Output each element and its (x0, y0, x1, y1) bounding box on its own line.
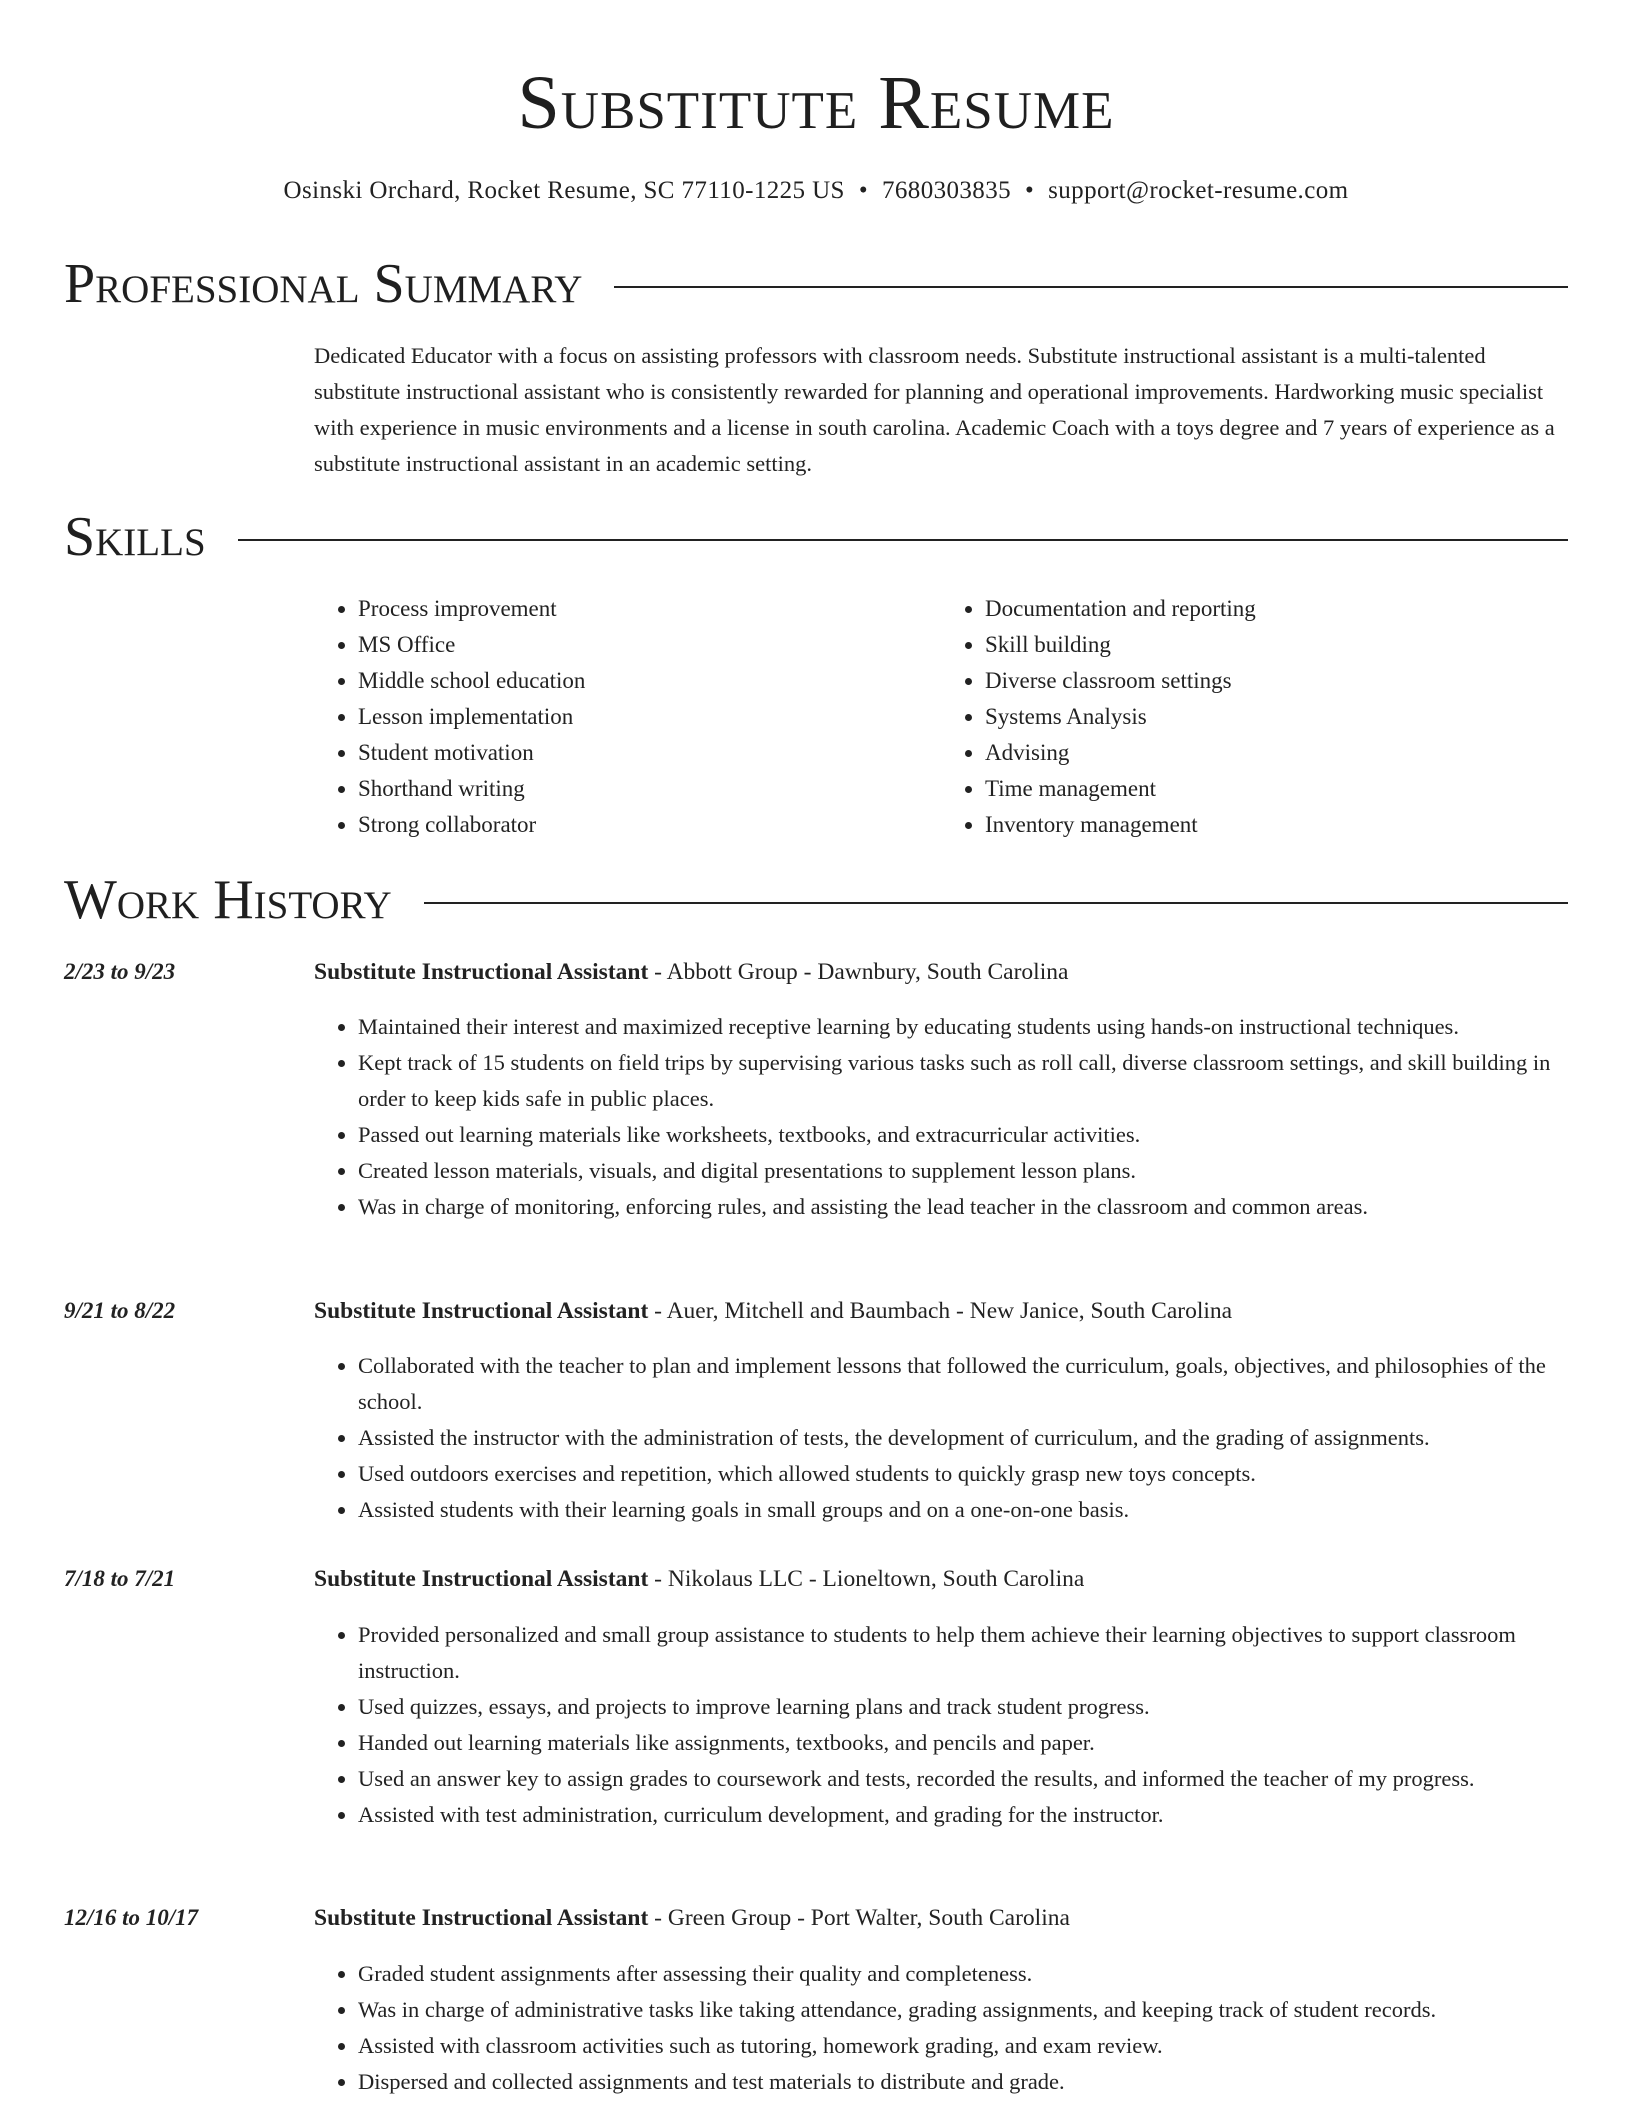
skill-item: • Lesson implementation (358, 699, 941, 735)
job-bullet: • Maintained their interest and maximized receptive learning by educating students using hands-on instructional techniques. (358, 1009, 1568, 1045)
job-bullet: • Assisted with test administration, curriculum development, and grading for the instructor. (358, 1797, 1568, 1833)
job-bullets (314, 1009, 1568, 1225)
skill-item: • Diverse classroom settings (985, 663, 1568, 699)
contact-email: support@rocket-resume.com (1048, 177, 1349, 204)
contact-separator: • (858, 177, 868, 204)
section-divider (424, 902, 1568, 904)
job-title: Substitute Instructional Assistant (314, 959, 649, 985)
skill-item: • Student motivation (358, 735, 941, 771)
job-dates: 2/23 to 9/23 (64, 959, 176, 984)
job-title: Substitute Instructional Assistant (314, 1566, 649, 1592)
skill-item: • Process improvement (358, 591, 941, 627)
job-bullet: • Used quizzes, essays, and projects to improve learning plans and track student progress. (358, 1689, 1568, 1725)
job-employer: - Nikolaus LLC - Lioneltown, South Carolina (648, 1566, 1085, 1592)
job-bullet: • Passed out learning materials like worksheets, textbooks, and extracurricular activities. (358, 1117, 1568, 1153)
skill-item: • Skill building (985, 627, 1568, 663)
job-bullets (314, 1617, 1568, 1833)
job-dates: 9/21 to 8/22 (64, 1298, 176, 1323)
job-heading (314, 1900, 1568, 1936)
job-bullet: • Used outdoors exercises and repetition, which allowed students to quickly grasp new toys concepts. (358, 1456, 1568, 1492)
section-divider (614, 286, 1568, 288)
job-dates: 12/16 to 10/17 (64, 1905, 199, 1930)
skill-item: • Inventory management (985, 807, 1568, 843)
job-title: Substitute Instructional Assistant (314, 1298, 649, 1324)
summary-text: Dedicated Educator with a focus on assisting professors with classroom needs. Substitute instructional assistant is a multi-talented substitute instructional assistant who is consistently rewarded for planning and operational improvements. Hardworking music specialist with experience in music environments and a license in south carolina. Academic Coach with a toys degree and 7 years of experience as a substitute instructional assistant in an academic setting. (314, 343, 1555, 476)
skill-item: • Shorthand writing (358, 771, 941, 807)
skill-item: • Documentation and reporting (985, 591, 1568, 627)
job-bullet: • Provided personalized and small group assistance to students to help them achieve their learning objectives to support classroom instruction. (358, 1617, 1568, 1689)
skill-item: • MS Office (358, 627, 941, 663)
skills-column-left (314, 591, 941, 843)
job-employer: - Auer, Mitchell and Baumbach - New Janice, South Carolina (648, 1298, 1233, 1324)
skills-column-right (941, 591, 1568, 843)
section-divider (238, 539, 1568, 541)
job-employer: - Abbott Group - Dawnbury, South Carolina (648, 959, 1069, 985)
job-bullet: • Assisted the instructor with the administration of tests, the development of curriculum, and the grading of assignments. (358, 1420, 1568, 1456)
job-bullet: • Kept track of 15 students on field trips by supervising various tasks such as roll call, diverse classroom settings, and skill building in order to keep kids safe in public places. (358, 1045, 1568, 1117)
contact-separator: • (1025, 177, 1035, 204)
job-bullets (314, 1348, 1568, 1528)
skill-item: • Middle school education (358, 663, 941, 699)
job-bullet: • Assisted students with their learning goals in small groups and on a one-on-one basis. (358, 1492, 1568, 1528)
skill-item: • Strong collaborator (358, 807, 941, 843)
job-employer: - Green Group - Port Walter, South Carolina (648, 1905, 1070, 1931)
skill-item: • Systems Analysis (985, 699, 1568, 735)
work-section-header (64, 868, 1568, 932)
job-bullet: • Collaborated with the teacher to plan and implement lessons that followed the curriculum, goals, objectives, and philosophies of the school. (358, 1348, 1568, 1420)
job-bullet: • Graded student assignments after assessing their quality and completeness. (358, 1956, 1568, 1992)
contact-line (0, 174, 1632, 208)
job-bullet: • Handed out learning materials like assignments, textbooks, and pencils and paper. (358, 1725, 1568, 1761)
summary-heading: Professional Summary (64, 253, 583, 315)
skills-heading: Skills (64, 506, 206, 568)
job-heading (314, 1561, 1568, 1597)
contact-address: Osinski Orchard, Rocket Resume, SC 77110-1225 US (283, 177, 845, 204)
job-dates: 7/18 to 7/21 (64, 1566, 176, 1591)
job-bullet: • Created lesson materials, visuals, and digital presentations to supplement lesson plans. (358, 1153, 1568, 1189)
work-heading: Work History (64, 869, 392, 931)
job-bullet: • Was in charge of administrative tasks like taking attendance, grading assignments, and keeping track of student records. (358, 1992, 1568, 2028)
skills-list (314, 591, 1568, 843)
skill-item: • Advising (985, 735, 1568, 771)
summary-section-header (64, 252, 1568, 316)
job-heading (314, 1293, 1568, 1329)
job-bullet: • Dispersed and collected assignments and test materials to distribute and grade. (358, 2064, 1568, 2100)
job-bullet: • Assisted with classroom activities such as tutoring, homework grading, and exam review. (358, 2028, 1568, 2064)
job-heading (314, 954, 1568, 990)
skill-item: • Time management (985, 771, 1568, 807)
resume-title: Substitute Resume (517, 61, 1115, 145)
contact-phone: 7680303835 (882, 177, 1011, 204)
job-bullet: • Used an answer key to assign grades to coursework and tests, recorded the results, and informed the teacher of my progress. (358, 1761, 1568, 1797)
job-title: Substitute Instructional Assistant (314, 1905, 649, 1931)
job-bullet: • Was in charge of monitoring, enforcing rules, and assisting the lead teacher in the classroom and common areas. (358, 1189, 1568, 1225)
skills-section-header (64, 505, 1568, 569)
job-bullets (314, 1956, 1568, 2100)
